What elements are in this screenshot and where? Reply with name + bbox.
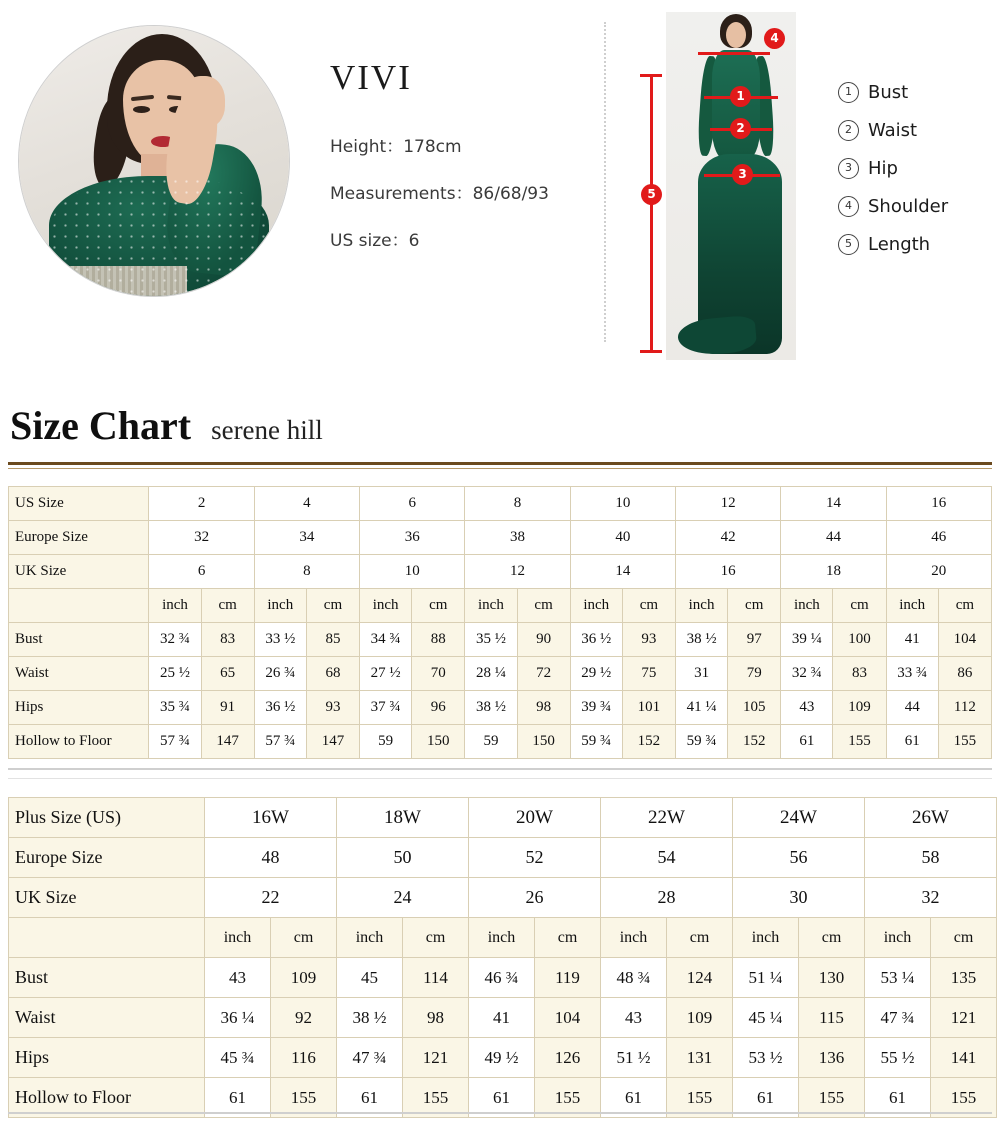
- cell-hollow-inch: 61: [601, 1078, 667, 1118]
- cell-waist-cm: 109: [667, 998, 733, 1038]
- figure-badge-bust: 1: [730, 86, 751, 107]
- unit-inch: inch: [205, 918, 271, 958]
- cell-us-size: 2: [149, 487, 254, 521]
- table-row-plus-size: [9, 798, 997, 838]
- unit-cm: cm: [271, 918, 337, 958]
- cell-hollow-inch: 59 ¾: [570, 725, 622, 759]
- legend-item-length: [838, 234, 998, 255]
- unit-cm: cm: [412, 589, 465, 623]
- legend-number: 4: [838, 196, 859, 217]
- model-eye-left: [133, 106, 150, 113]
- cell-hips-cm: 126: [535, 1038, 601, 1078]
- model-measurements-value: 86/68/93: [472, 184, 549, 204]
- row-label-waist: Waist: [9, 657, 149, 691]
- row-label-plus-size: Plus Size (US): [9, 798, 205, 838]
- cell-hollow-inch: 57 ¾: [254, 725, 306, 759]
- cell-bust-inch: 41: [886, 623, 938, 657]
- cell-plus-size: 24W: [733, 798, 865, 838]
- cell-hips-cm: 131: [667, 1038, 733, 1078]
- model-ussize-label: US size：: [330, 231, 409, 251]
- cell-hollow-inch: 59 ¾: [675, 725, 727, 759]
- model-measurements-label: Measurements：: [330, 184, 473, 204]
- cell-plus-size: 20W: [469, 798, 601, 838]
- unit-cm: cm: [201, 589, 254, 623]
- cell-hips-inch: 38 ½: [465, 691, 517, 725]
- table-row-hips: [9, 691, 992, 725]
- cell-hips-inch: 36 ½: [254, 691, 306, 725]
- table-row-waist: [9, 657, 992, 691]
- heading-rule-thick: [8, 462, 992, 465]
- cell-uk-size: 22: [205, 878, 337, 918]
- cell-hips-inch: 53 ½: [733, 1038, 799, 1078]
- unit-inch: inch: [254, 589, 306, 623]
- cell-us-size: 4: [254, 487, 359, 521]
- legend-label: Waist: [868, 120, 918, 141]
- cell-uk-size: 12: [465, 555, 570, 589]
- row-label-hips: Hips: [9, 691, 149, 725]
- unit-inch: inch: [360, 589, 412, 623]
- table-row-europe-size: [9, 838, 997, 878]
- cell-uk-size: 24: [337, 878, 469, 918]
- unit-cm: cm: [931, 918, 997, 958]
- cell-bust-inch: 45: [337, 958, 403, 998]
- cell-hips-cm: 141: [931, 1038, 997, 1078]
- cell-hips-inch: 51 ½: [601, 1038, 667, 1078]
- cell-hips-cm: 93: [306, 691, 359, 725]
- measurement-figure: [616, 6, 826, 366]
- table-section-divider: [8, 768, 992, 770]
- cell-bust-cm: 88: [412, 623, 465, 657]
- legend-item-hip: [838, 158, 998, 179]
- cell-bust-inch: 48 ¾: [601, 958, 667, 998]
- length-measure-line: [650, 74, 653, 352]
- model-portrait: [18, 25, 290, 297]
- cell-europe-size: 56: [733, 838, 865, 878]
- cell-bust-inch: 38 ½: [675, 623, 727, 657]
- cell-hollow-cm: 152: [728, 725, 781, 759]
- legend-label: Length: [868, 234, 931, 255]
- cell-hollow-cm: 155: [403, 1078, 469, 1118]
- cell-hips-inch: 55 ½: [865, 1038, 931, 1078]
- cell-hips-cm: 116: [271, 1038, 337, 1078]
- cell-europe-size: 46: [886, 521, 991, 555]
- model-height-value: 178cm: [403, 137, 462, 157]
- unit-cm: cm: [403, 918, 469, 958]
- cell-waist-cm: 92: [271, 998, 337, 1038]
- row-label-hips: Hips: [9, 1038, 205, 1078]
- figure-badge-length: 5: [641, 184, 662, 205]
- cell-europe-size: 32: [149, 521, 254, 555]
- model-measurements-row: [330, 179, 600, 204]
- table-row-us-size: [9, 487, 992, 521]
- table-row-europe-size: [9, 521, 992, 555]
- table-row-uk-size: [9, 555, 992, 589]
- cell-waist-cm: 79: [728, 657, 781, 691]
- cell-hollow-cm: 155: [938, 725, 991, 759]
- cell-hips-inch: 44: [886, 691, 938, 725]
- unit-inch: inch: [781, 589, 833, 623]
- legend-number: 3: [838, 158, 859, 179]
- unit-inch: inch: [733, 918, 799, 958]
- cell-waist-inch: 32 ¾: [781, 657, 833, 691]
- cell-hips-inch: 47 ¾: [337, 1038, 403, 1078]
- model-info-section: [0, 0, 1000, 380]
- cell-waist-cm: 86: [938, 657, 991, 691]
- cell-bust-cm: 130: [799, 958, 865, 998]
- heading-rule-thin: [8, 468, 992, 469]
- unit-cm: cm: [306, 589, 359, 623]
- cell-hollow-inch: 61: [865, 1078, 931, 1118]
- cell-hollow-cm: 155: [535, 1078, 601, 1118]
- table-row-units: [9, 589, 992, 623]
- cell-europe-size: 42: [675, 521, 780, 555]
- table-row-uk-size: [9, 878, 997, 918]
- cell-bust-cm: 97: [728, 623, 781, 657]
- cell-plus-size: 22W: [601, 798, 733, 838]
- cell-hollow-cm: 152: [622, 725, 675, 759]
- cell-uk-size: 30: [733, 878, 865, 918]
- unit-inch: inch: [570, 589, 622, 623]
- cell-europe-size: 52: [469, 838, 601, 878]
- cell-hips-inch: 45 ¾: [205, 1038, 271, 1078]
- cell-bust-cm: 109: [271, 958, 337, 998]
- cell-bust-inch: 32 ¾: [149, 623, 201, 657]
- unit-cm: cm: [517, 589, 570, 623]
- cell-us-size: 14: [781, 487, 886, 521]
- cell-hips-cm: 91: [201, 691, 254, 725]
- cell-waist-inch: 45 ¼: [733, 998, 799, 1038]
- cell-us-size: 12: [675, 487, 780, 521]
- figure-badge-waist: 2: [730, 118, 751, 139]
- unit-inch: inch: [337, 918, 403, 958]
- cell-waist-inch: 33 ¾: [886, 657, 938, 691]
- unit-cm: cm: [728, 589, 781, 623]
- figure-badge-shoulder: 4: [764, 28, 785, 49]
- cell-bust-cm: 104: [938, 623, 991, 657]
- cell-bust-inch: 36 ½: [570, 623, 622, 657]
- cell-waist-inch: 31: [675, 657, 727, 691]
- cell-waist-cm: 121: [931, 998, 997, 1038]
- cell-bust-inch: 33 ½: [254, 623, 306, 657]
- legend-item-bust: [838, 82, 998, 103]
- cell-europe-size: 40: [570, 521, 675, 555]
- figure-face: [726, 22, 746, 48]
- legend-item-shoulder: [838, 196, 998, 217]
- cell-bust-cm: 100: [833, 623, 886, 657]
- brand-name: serene hill: [211, 415, 323, 445]
- portrait-image: [19, 26, 289, 296]
- table-row-bust: [9, 623, 992, 657]
- cell-waist-inch: 47 ¾: [865, 998, 931, 1038]
- cell-plus-size: 26W: [865, 798, 997, 838]
- unit-cm: cm: [833, 589, 886, 623]
- cell-uk-size: 20: [886, 555, 991, 589]
- table-row-hips: [9, 1038, 997, 1078]
- cell-uk-size: 8: [254, 555, 359, 589]
- legend-item-waist: [838, 120, 998, 141]
- legend-label: Shoulder: [868, 196, 949, 217]
- table-row-units: [9, 918, 997, 958]
- cell-hollow-cm: 147: [306, 725, 359, 759]
- legend-number: 1: [838, 82, 859, 103]
- standard-size-table: [8, 486, 992, 759]
- cell-europe-size: 58: [865, 838, 997, 878]
- table-section-divider-thin: [8, 778, 992, 779]
- cell-hollow-cm: 155: [931, 1078, 997, 1118]
- cell-hips-cm: 109: [833, 691, 886, 725]
- row-label-waist: Waist: [9, 998, 205, 1038]
- cell-europe-size: 54: [601, 838, 733, 878]
- cell-waist-cm: 68: [306, 657, 359, 691]
- cell-waist-inch: 26 ¾: [254, 657, 306, 691]
- table-row-waist: [9, 998, 997, 1038]
- model-hand: [181, 76, 225, 128]
- cell-hips-inch: 35 ¾: [149, 691, 201, 725]
- legend-number: 5: [838, 234, 859, 255]
- cell-waist-inch: 27 ½: [360, 657, 412, 691]
- cell-plus-size: 16W: [205, 798, 337, 838]
- cell-bust-cm: 85: [306, 623, 359, 657]
- bottom-divider: [8, 1112, 992, 1114]
- cell-waist-inch: 28 ¼: [465, 657, 517, 691]
- model-ussize-value: 6: [408, 231, 420, 251]
- cell-bust-cm: 93: [622, 623, 675, 657]
- unit-inch: inch: [469, 918, 535, 958]
- model-ussize-row: [330, 226, 600, 251]
- cell-uk-size: 32: [865, 878, 997, 918]
- row-label-us-size: US Size: [9, 487, 149, 521]
- cell-bust-cm: 135: [931, 958, 997, 998]
- cell-bust-cm: 83: [201, 623, 254, 657]
- row-label-units: [9, 918, 205, 958]
- unit-inch: inch: [886, 589, 938, 623]
- cell-uk-size: 14: [570, 555, 675, 589]
- unit-inch: inch: [675, 589, 727, 623]
- cell-uk-size: 6: [149, 555, 254, 589]
- cell-hollow-inch: 61: [205, 1078, 271, 1118]
- cell-hollow-inch: 61: [469, 1078, 535, 1118]
- cell-hollow-cm: 155: [833, 725, 886, 759]
- cell-hips-inch: 41 ¼: [675, 691, 727, 725]
- unit-cm: cm: [622, 589, 675, 623]
- dress-beading: [49, 176, 269, 296]
- cell-bust-inch: 51 ¼: [733, 958, 799, 998]
- cell-hips-cm: 101: [622, 691, 675, 725]
- cell-hollow-cm: 155: [799, 1078, 865, 1118]
- cell-waist-cm: 65: [201, 657, 254, 691]
- cell-uk-size: 16: [675, 555, 780, 589]
- table-row-bust: [9, 958, 997, 998]
- unit-cm: cm: [535, 918, 601, 958]
- shoulder-measure-line: [698, 52, 770, 55]
- row-label-bust: Bust: [9, 958, 205, 998]
- cell-hips-inch: 37 ¾: [360, 691, 412, 725]
- cell-waist-inch: 38 ½: [337, 998, 403, 1038]
- cell-waist-cm: 72: [517, 657, 570, 691]
- cell-europe-size: 36: [360, 521, 465, 555]
- cell-bust-inch: 53 ¼: [865, 958, 931, 998]
- cell-hips-cm: 136: [799, 1038, 865, 1078]
- cell-europe-size: 48: [205, 838, 337, 878]
- model-details: [330, 58, 600, 273]
- table-row-hollow-to-floor: [9, 725, 992, 759]
- cell-hollow-cm: 155: [271, 1078, 337, 1118]
- cell-hips-inch: 49 ½: [469, 1038, 535, 1078]
- cell-waist-inch: 43: [601, 998, 667, 1038]
- cell-hollow-cm: 150: [412, 725, 465, 759]
- cell-bust-inch: 43: [205, 958, 271, 998]
- row-label-hollow-to-floor: Hollow to Floor: [9, 1078, 205, 1118]
- row-label-hollow-to-floor: Hollow to Floor: [9, 725, 149, 759]
- cell-waist-cm: 98: [403, 998, 469, 1038]
- page-title: Size Chart: [10, 403, 192, 448]
- cell-uk-size: 10: [360, 555, 465, 589]
- cell-hollow-inch: 61: [733, 1078, 799, 1118]
- legend-label: Hip: [868, 158, 898, 179]
- cell-hollow-inch: 59: [360, 725, 412, 759]
- cell-hips-cm: 96: [412, 691, 465, 725]
- model-height-row: [330, 132, 600, 157]
- length-top-cap: [640, 74, 662, 77]
- row-label-uk-size: UK Size: [9, 878, 205, 918]
- cell-hips-inch: 43: [781, 691, 833, 725]
- cell-us-size: 6: [360, 487, 465, 521]
- row-label-europe-size: Europe Size: [9, 838, 205, 878]
- cell-bust-cm: 119: [535, 958, 601, 998]
- model-name: VIVI: [330, 58, 412, 97]
- plus-size-table: [8, 797, 997, 1118]
- cell-waist-inch: 36 ¼: [205, 998, 271, 1038]
- cell-hollow-inch: 57 ¾: [149, 725, 201, 759]
- unit-inch: inch: [601, 918, 667, 958]
- cell-waist-cm: 83: [833, 657, 886, 691]
- cell-plus-size: 18W: [337, 798, 469, 838]
- unit-inch: inch: [465, 589, 517, 623]
- size-chart-heading: [10, 402, 990, 449]
- legend-number: 2: [838, 120, 859, 141]
- cell-waist-inch: 29 ½: [570, 657, 622, 691]
- unit-cm: cm: [799, 918, 865, 958]
- cell-bust-inch: 34 ¾: [360, 623, 412, 657]
- cell-uk-size: 28: [601, 878, 733, 918]
- cell-europe-size: 44: [781, 521, 886, 555]
- row-label-europe-size: Europe Size: [9, 521, 149, 555]
- cell-waist-cm: 104: [535, 998, 601, 1038]
- cell-bust-inch: 46 ¾: [469, 958, 535, 998]
- unit-cm: cm: [667, 918, 733, 958]
- cell-hips-cm: 112: [938, 691, 991, 725]
- cell-bust-cm: 124: [667, 958, 733, 998]
- length-bottom-cap: [640, 350, 662, 353]
- row-label-uk-size: UK Size: [9, 555, 149, 589]
- cell-us-size: 8: [465, 487, 570, 521]
- cell-hollow-inch: 59: [465, 725, 517, 759]
- cell-hips-inch: 39 ¾: [570, 691, 622, 725]
- cell-us-size: 16: [886, 487, 991, 521]
- legend-label: Bust: [868, 82, 909, 103]
- unit-cm: cm: [938, 589, 991, 623]
- cell-us-size: 10: [570, 487, 675, 521]
- model-height-label: Height：: [330, 137, 404, 157]
- cell-waist-inch: 25 ½: [149, 657, 201, 691]
- cell-uk-size: 18: [781, 555, 886, 589]
- cell-hips-cm: 105: [728, 691, 781, 725]
- measurement-legend: [838, 82, 998, 272]
- cell-europe-size: 34: [254, 521, 359, 555]
- cell-bust-cm: 114: [403, 958, 469, 998]
- cell-europe-size: 38: [465, 521, 570, 555]
- cell-hips-cm: 98: [517, 691, 570, 725]
- row-label-bust: Bust: [9, 623, 149, 657]
- cell-hips-cm: 121: [403, 1038, 469, 1078]
- row-label-units: [9, 589, 149, 623]
- cell-hollow-cm: 150: [517, 725, 570, 759]
- cell-hollow-inch: 61: [781, 725, 833, 759]
- cell-hollow-cm: 147: [201, 725, 254, 759]
- cell-uk-size: 26: [469, 878, 601, 918]
- cell-bust-inch: 35 ½: [465, 623, 517, 657]
- cell-waist-cm: 75: [622, 657, 675, 691]
- cell-bust-cm: 90: [517, 623, 570, 657]
- cell-hollow-inch: 61: [337, 1078, 403, 1118]
- cell-hollow-cm: 155: [667, 1078, 733, 1118]
- cell-europe-size: 50: [337, 838, 469, 878]
- cell-waist-cm: 115: [799, 998, 865, 1038]
- unit-inch: inch: [865, 918, 931, 958]
- cell-waist-inch: 41: [469, 998, 535, 1038]
- vertical-dotted-divider: [604, 22, 606, 342]
- cell-bust-inch: 39 ¼: [781, 623, 833, 657]
- cell-waist-cm: 70: [412, 657, 465, 691]
- unit-inch: inch: [149, 589, 201, 623]
- cell-hollow-inch: 61: [886, 725, 938, 759]
- figure-badge-hip: 3: [732, 164, 753, 185]
